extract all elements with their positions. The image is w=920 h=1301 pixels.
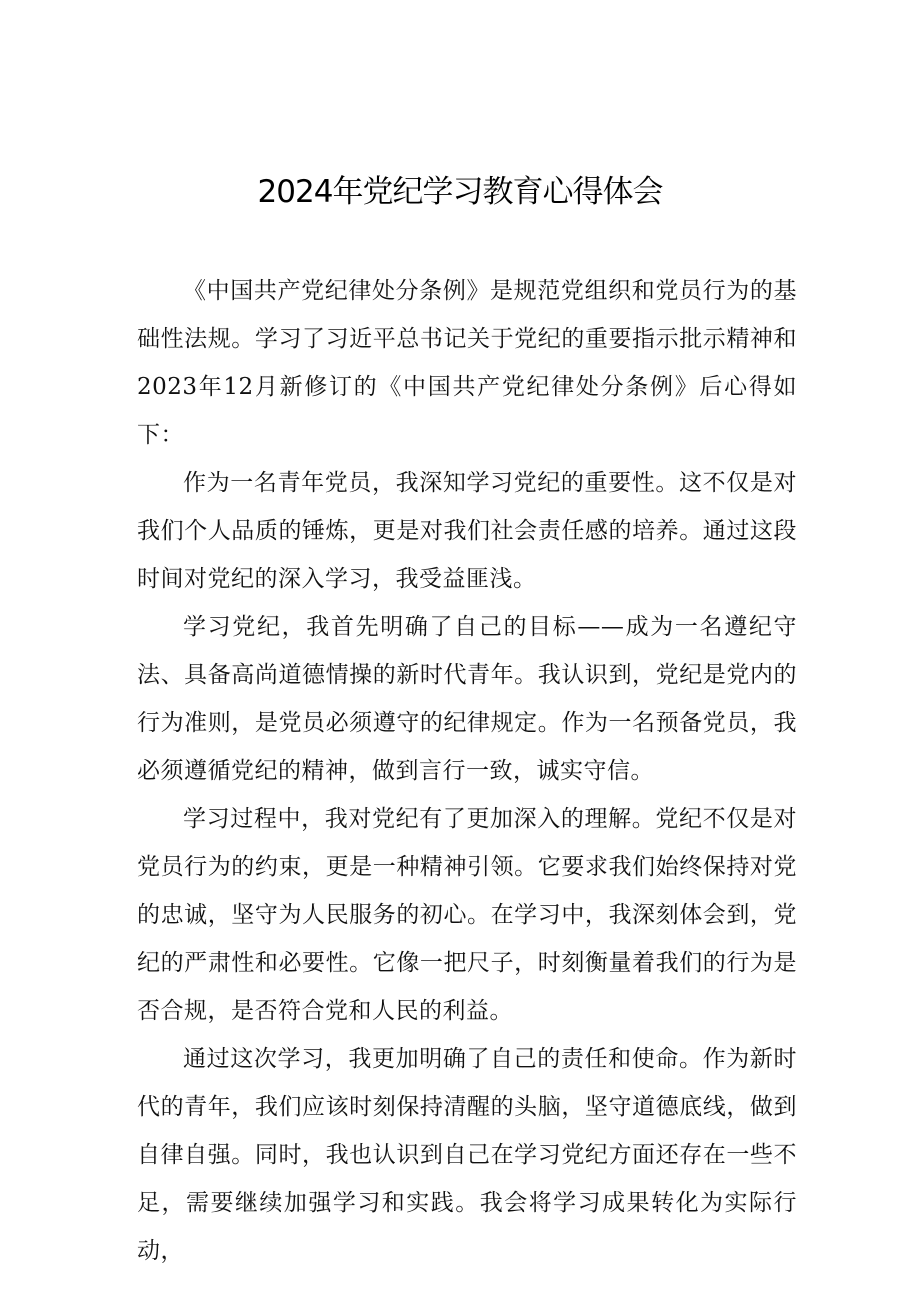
document-body — [137, 267, 797, 1275]
document-title: 2024年党纪学习教育心得体会 — [257, 174, 663, 210]
paragraph-goals: 学习党纪，我首先明确了自己的目标——成为一名遵纪守法、具备高尚道德情操的新时代青年。我认识到，党纪是党内的行为准则，是党员必须遵守的纪律规定。作为一名预备党员，我必须遵循党纪的精神，做到言行一致，诚实守信。 — [137, 614, 797, 784]
paragraph-responsibility: 通过这次学习，我更加明确了自己的责任和使命。作为新时代的青年，我们应该时刻保持清醒的头脑，坚守道德底线，做到自律自强。同时，我也认识到自己在学习党纪方面还存在一些不足，需要继续加强学习和实践。我会将学习成果转化为实际行动， — [137, 1046, 797, 1264]
paragraph-importance: 作为一名青年党员，我深知学习党纪的重要性。这不仅是对我们个人品质的锤炼，更是对我们社会责任感的培养。通过这段时间对党纪的深入学习，我受益匪浅。 — [137, 470, 797, 592]
paragraph-intro: 《中国共产党纪律处分条例》是规范党组织和党员行为的基础性法规。学习了习近平总书记关于党纪的重要指示批示精神和2023年12月新修订的《中国共产党纪律处分条例》后心得如下： — [137, 278, 797, 448]
paragraph-understanding: 学习过程中，我对党纪有了更加深入的理解。党纪不仅是对党员行为的约束，更是一种精神引领。它要求我们始终保持对党的忠诚，坚守为人民服务的初心。在学习中，我深刻体会到，党纪的严肃性和必要性。它像一把尺子，时刻衡量着我们的行为是否合规，是否符合党和人民的利益。 — [137, 806, 797, 1024]
